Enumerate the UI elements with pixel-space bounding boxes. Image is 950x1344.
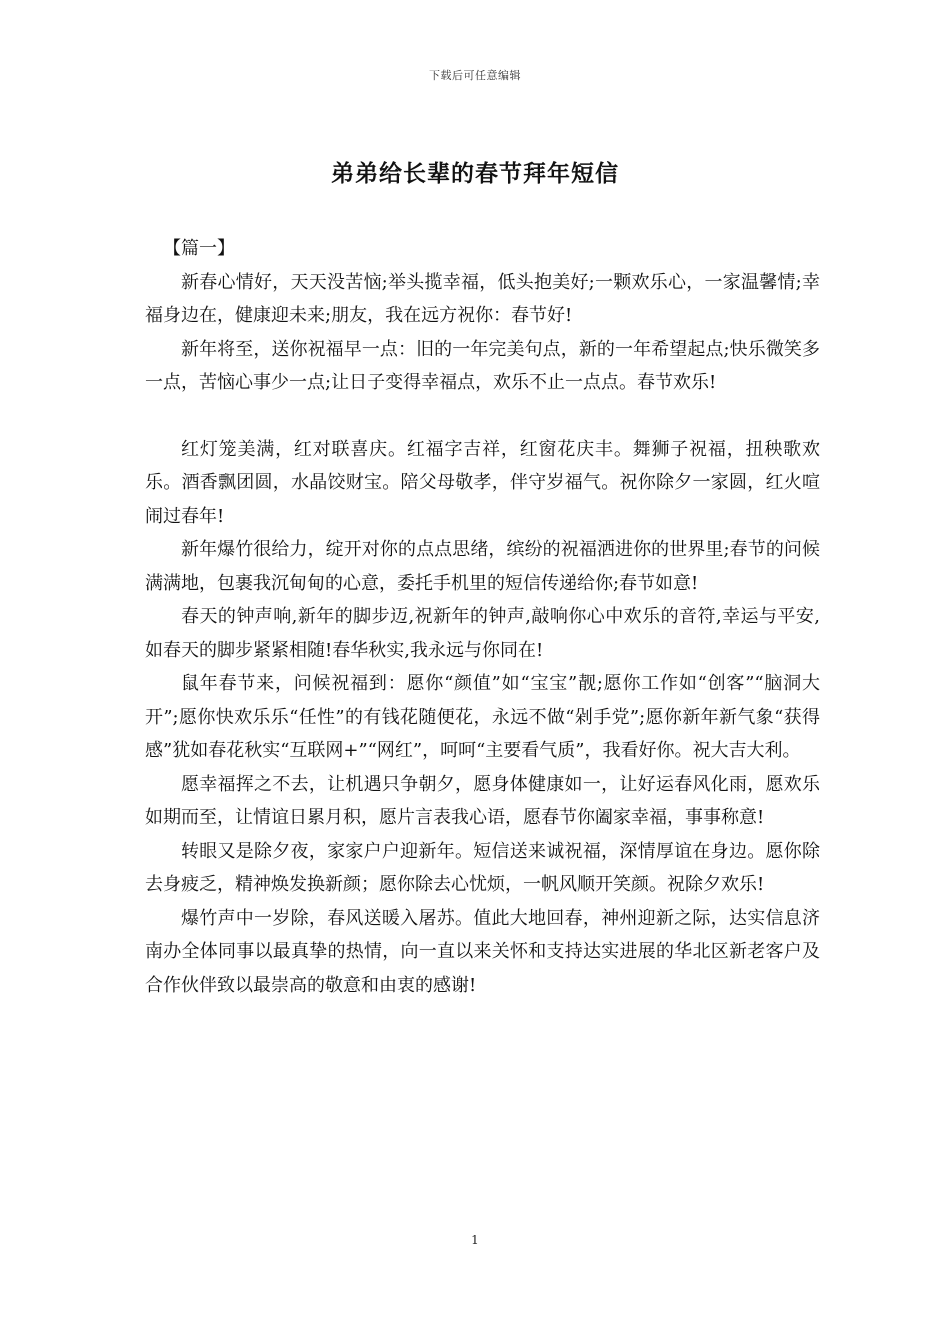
section-label: 【篇一】 (163, 238, 235, 259)
page-number: 1 (471, 1233, 479, 1247)
document-body (145, 232, 820, 1002)
paragraph-9: 爆竹声中一岁除，春风送暖入屠苏。值此大地回春，神州迎新之际，达实信息济南办全体同事以最真挚的热情，向一直以来关怀和支持达实进展的华北区新老客户及合作伙伴致以最崇高的敬意和由衷的感谢! (145, 907, 820, 996)
paragraph-8: 转眼又是除夕夜，家家户户迎新年。短信送来诚祝福，深情厚谊在身边。愿你除去身疲乏，精神焕发换新颜；愿你除去心忧烦，一帆风顺开笑颜。祝除夕欢乐! (145, 840, 820, 895)
paragraph-2: 新年将至，送你祝福早一点：旧的一年完美句点，新的一年希望起点;快乐微笑多一点，苦恼心事少一点;让日子变得幸福点，欢乐不止一点点。春节欢乐! (145, 338, 820, 393)
paragraph-4: 新年爆竹很给力，绽开对你的点点思绪，缤纷的祝福洒进你的世界里;春节的问候满满地，包裹我沉甸甸的心意，委托手机里的短信传递给你;春节如意! (145, 539, 820, 594)
paragraph-3: 红灯笼美满，红对联喜庆。红福字吉祥，红窗花庆丰。舞狮子祝福，扭秧歌欢乐。酒香飘团圆，水晶饺财宝。陪父母敬孝，伴守岁福气。祝你除夕一家圆，红火喧闹过春年! (145, 438, 820, 527)
document-title: 弟弟给长辈的春节拜年短信 (331, 160, 619, 187)
paragraph-6: 鼠年春节来，问候祝福到：愿你“颜值”如“宝宝”靓;愿你工作如“创客”“脑洞大开”;愿你快欢乐乐“任性”的有钱花随便花，永远不做“剁手党”;愿你新年新气象“获得感”犹如春花秋实“互联网+”“网红”，呵呵“主要看气质”，我看好你。祝大吉大利。 (145, 673, 820, 761)
paragraph-1: 新春心情好，天天没苦恼;举头揽幸福，低头抱美好;一颗欢乐心，一家温馨情;幸福身边在，健康迎未来;朋友，我在远方祝你：春节好! (145, 271, 820, 326)
paragraph-5: 春天的钟声响,新年的脚步迈,祝新年的钟声,敲响你心中欢乐的音符,幸运与平安,如春天的脚步紧紧相随!春华秋实,我永远与你同在! (145, 606, 820, 661)
paragraph-7: 愿幸福挥之不去，让机遇只争朝夕，愿身体健康如一，让好运春风化雨，愿欢乐如期而至，让情谊日累月积，愿片言表我心语，愿春节你阖家幸福，事事称意! (145, 773, 820, 828)
header-note: 下载后可任意编辑 (429, 69, 521, 82)
blank-line (145, 400, 820, 433)
